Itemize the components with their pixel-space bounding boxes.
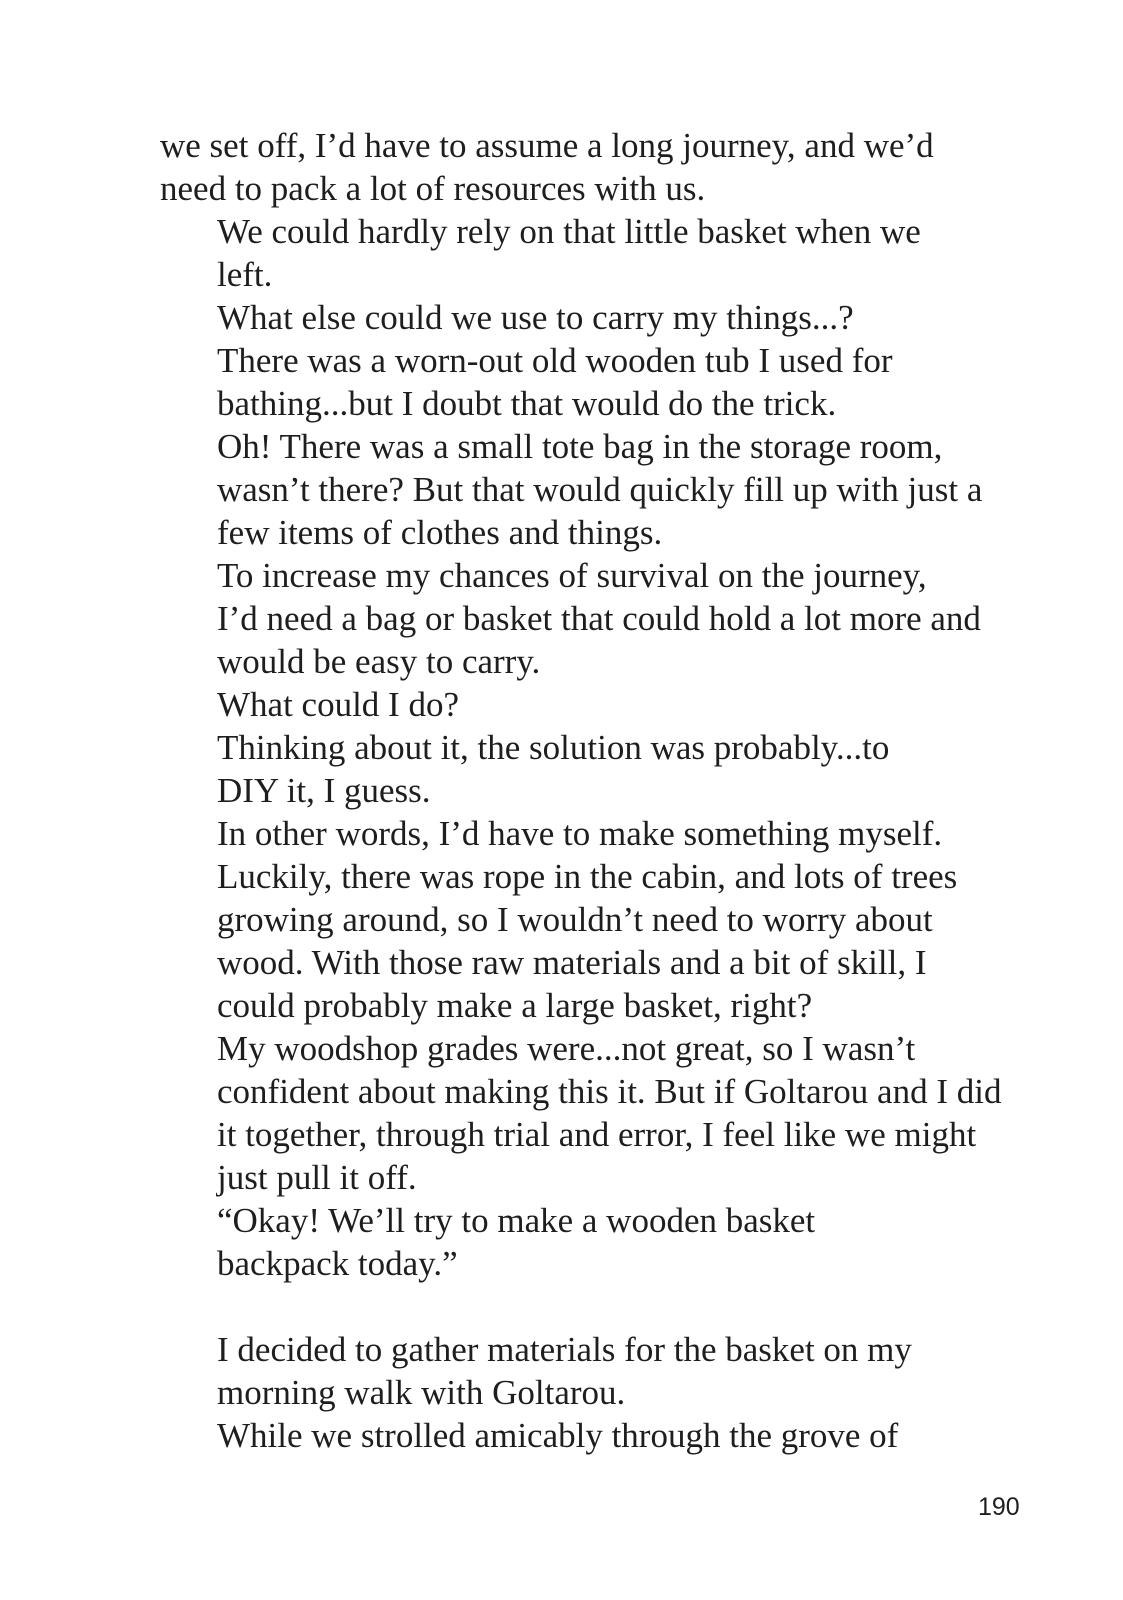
paragraph: [160, 812, 1000, 1027]
text-line: What could I do?: [217, 685, 459, 724]
text-line: We could hardly rely on that little basket when we: [217, 212, 921, 251]
text-line: could probably make a large basket, right?: [217, 986, 813, 1025]
paragraph: [160, 683, 1000, 726]
paragraph: [160, 210, 1000, 296]
paragraph: [160, 425, 1000, 554]
text-line: I decided to gather materials for the basket on my: [217, 1330, 912, 1369]
text-line: My woodshop grades were...not great, so I wasn’t: [217, 1029, 916, 1068]
text-line: it together, through trial and error, I feel like we might: [217, 1115, 977, 1154]
paragraph: [160, 339, 1000, 425]
text-line: wood. With those raw materials and a bit of skill, I: [217, 943, 927, 982]
text-line: There was a worn-out old wooden tub I used for: [217, 341, 893, 380]
text-line: few items of clothes and things.: [217, 513, 663, 552]
text-line: bathing...but I doubt that would do the trick.: [217, 384, 837, 423]
paragraph: [160, 1027, 1000, 1199]
paragraph: [160, 1199, 1000, 1285]
text-line: just pull it off.: [217, 1158, 417, 1197]
paragraph: [160, 554, 1000, 683]
text-line: need to pack a lot of resources with us.: [160, 169, 706, 208]
text-line: Oh! There was a small tote bag in the storage room,: [217, 427, 943, 466]
page-number: 190: [978, 1493, 1020, 1521]
paragraph: [160, 124, 1000, 210]
text-line: wasn’t there? But that would quickly fill up with just a: [217, 470, 983, 509]
text-line: backpack today.”: [217, 1244, 458, 1283]
text-line: In other words, I’d have to make something myself.: [217, 814, 943, 853]
text-line: “Okay! We’ll try to make a wooden basket: [217, 1201, 816, 1240]
text-line: we set off, I’d have to assume a long journey, and we’d: [160, 126, 934, 165]
text-line: morning walk with Goltarou.: [217, 1373, 626, 1412]
text-line: DIY it, I guess.: [217, 771, 431, 810]
text-line: growing around, so I wouldn’t need to worry about: [217, 900, 933, 939]
text-line: To increase my chances of survival on the journey,: [217, 556, 927, 595]
text-line: Thinking about it, the solution was probably...to: [217, 728, 890, 767]
paragraph: [160, 296, 1000, 339]
paragraph: [160, 1414, 1000, 1457]
text-line: would be easy to carry.: [217, 642, 541, 681]
text-line: left.: [217, 255, 273, 294]
body-text: [160, 124, 1000, 1457]
text-line: What else could we use to carry my things...?: [217, 298, 854, 337]
paragraph: [160, 726, 1000, 812]
text-line: I’d need a bag or basket that could hold a lot more and: [217, 599, 981, 638]
paragraph: [160, 1328, 1000, 1414]
scene-break: [160, 1285, 1000, 1328]
text-line: confident about making this it. But if Goltarou and I did: [217, 1072, 1002, 1111]
text-line: Luckily, there was rope in the cabin, and lots of trees: [217, 857, 958, 896]
text-line: While we strolled amicably through the grove of: [217, 1416, 899, 1455]
